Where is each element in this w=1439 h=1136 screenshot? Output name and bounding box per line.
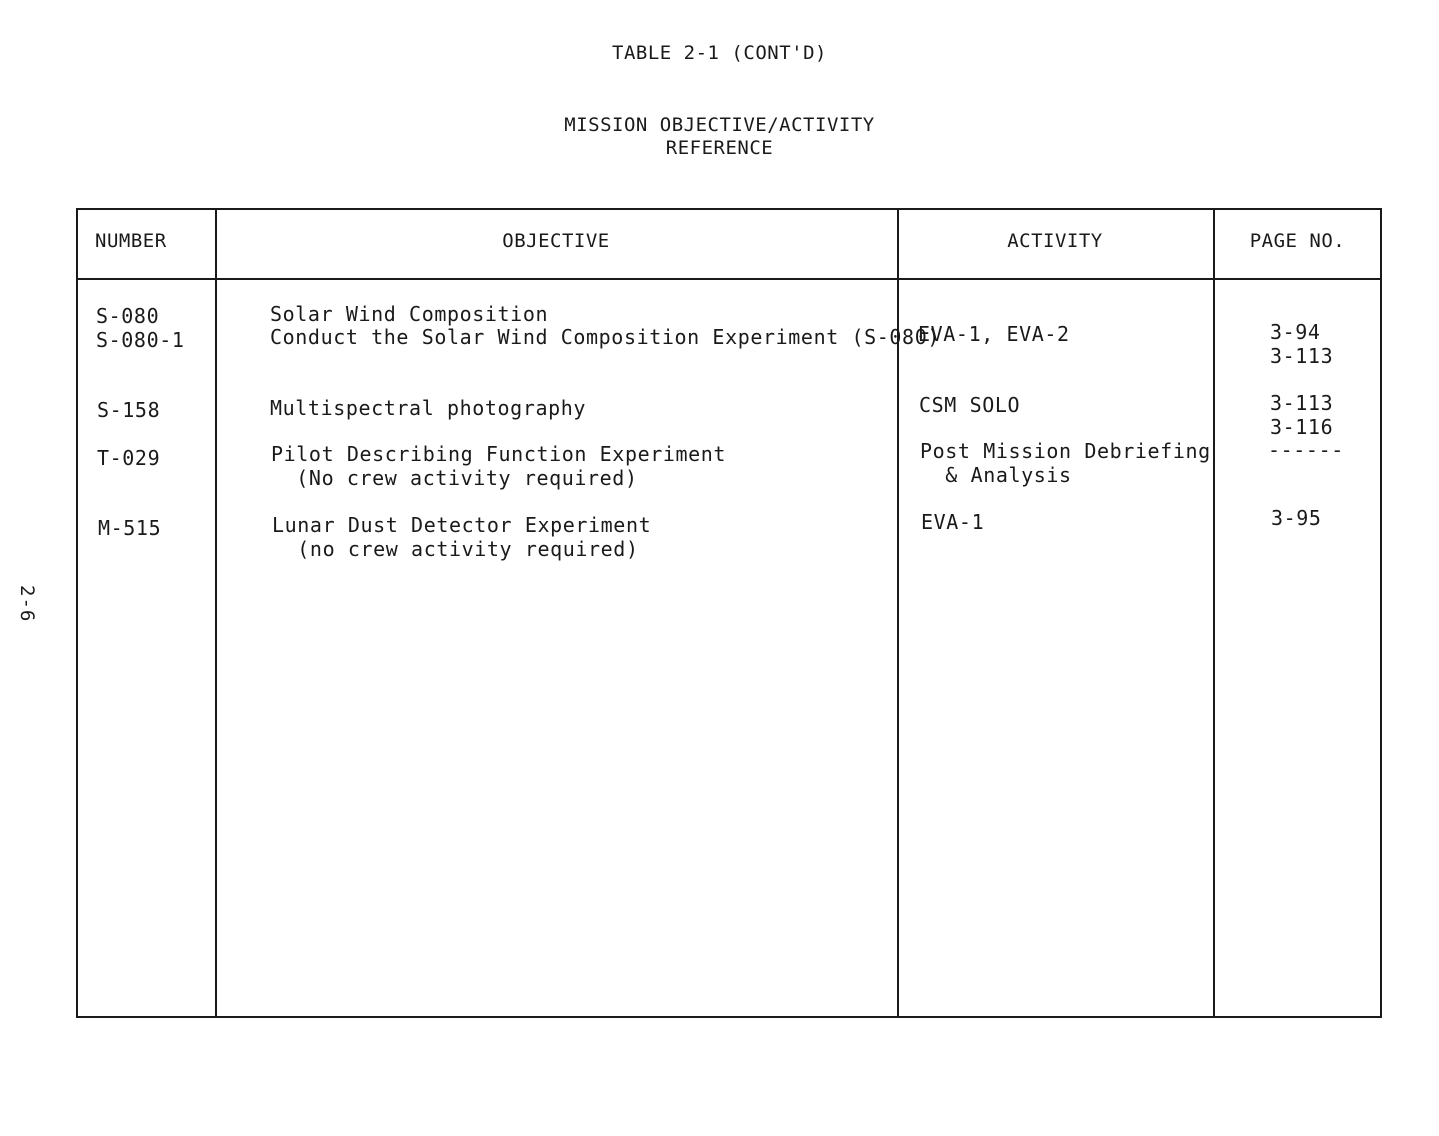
column-divider-3 [1213, 208, 1215, 1018]
row-3-number-line1: T-029 [97, 446, 161, 470]
row-3-activity-line2: & Analysis [920, 463, 1072, 487]
row-3-page-line1: ------ [1268, 438, 1344, 462]
row-2-number-line1: S-158 [97, 398, 161, 422]
row-4-objective-line1: Lunar Dust Detector Experiment [272, 513, 652, 537]
row-2-objective-line1: Multispectral photography [270, 396, 587, 420]
table-title-line1: MISSION OBJECTIVE/ACTIVITY [564, 114, 875, 136]
row-3-objective-line2: (No crew activity required) [271, 466, 638, 490]
row-2-activity-line1: CSM SOLO [919, 393, 1021, 417]
row-1-objective-line1: Solar Wind Composition [270, 302, 549, 326]
row-1-page-line2: 3-113 [1270, 344, 1334, 368]
row-1-page-line1: 3-94 [1270, 320, 1321, 344]
header-page-no: PAGE NO. [1249, 230, 1346, 252]
row-3-objective-line1: Pilot Describing Function Experiment [271, 442, 727, 466]
mission-objective-table [76, 208, 1382, 1018]
row-1-activity-line1: EVA-1, EVA-2 [918, 322, 1070, 346]
row-2-page-line1: 3-113 [1270, 391, 1334, 415]
header-rule [76, 278, 1382, 280]
column-divider-1 [215, 208, 217, 1018]
header-objective: OBJECTIVE [502, 230, 610, 252]
row-4-page-line1: 3-95 [1271, 506, 1322, 530]
row-1-number-line2: S-080-1 [96, 328, 185, 352]
table-title-line2: REFERENCE [665, 137, 774, 159]
header-activity: ACTIVITY [1007, 230, 1103, 252]
row-1-number-line1: S-080 [96, 304, 160, 328]
side-page-number: 2-6 [16, 585, 38, 623]
row-1-objective-line2: Conduct the Solar Wind Composition Experiment (S-080) [270, 325, 940, 349]
row-4-objective-line2: (no crew activity required) [272, 537, 639, 561]
row-4-number-line1: M-515 [98, 516, 162, 540]
row-2-page-line2: 3-116 [1270, 415, 1334, 439]
row-4-activity-line1: EVA-1 [921, 510, 985, 534]
header-number: NUMBER [95, 230, 167, 252]
table-label: TABLE 2-1 (CONT'D) [612, 42, 827, 64]
row-3-activity-line1: Post Mission Debriefing [920, 439, 1211, 463]
